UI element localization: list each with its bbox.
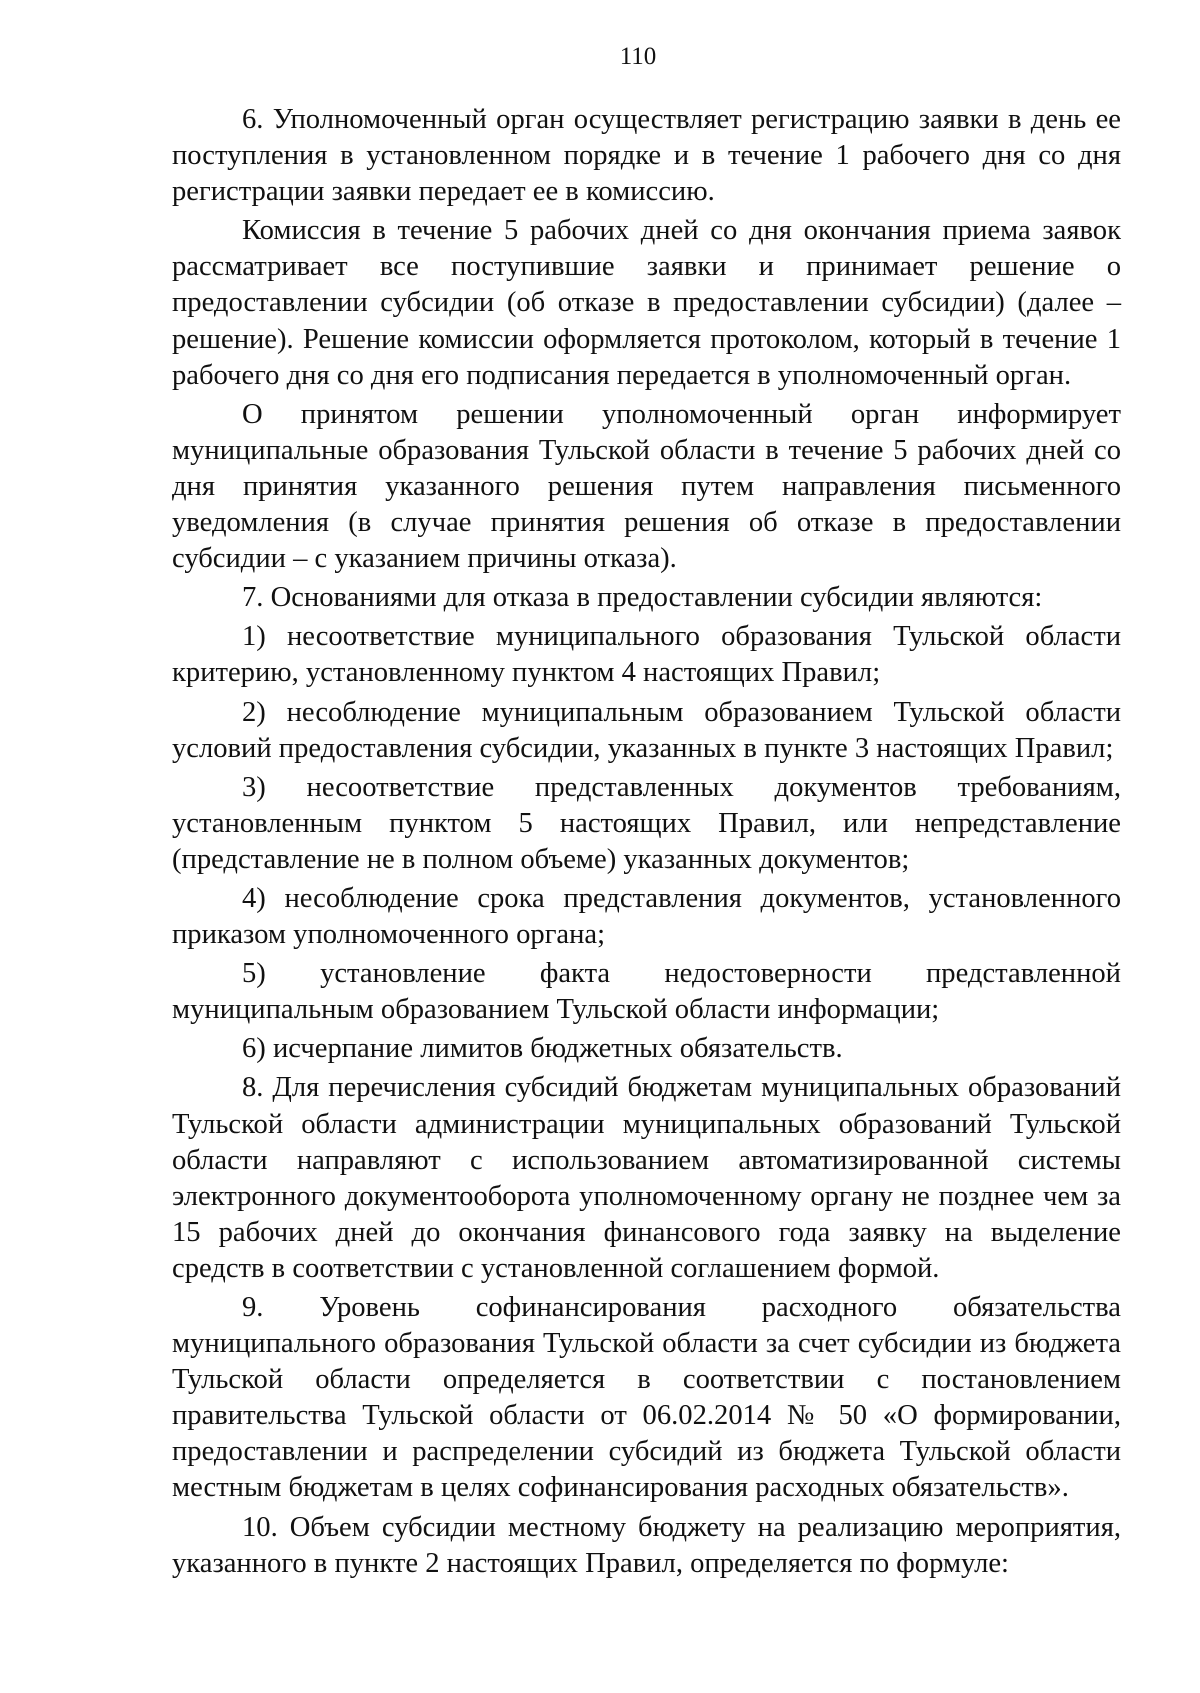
list-item-2: 2) несоблюдение муниципальным образованием Тульской области условий предоставления субсидии, указанных в пункте 3 настоящих Правил; bbox=[172, 696, 1121, 764]
paragraph-10-formula: 10. Объем субсидии местному бюджету на реализацию мероприятия, указанного в пункте 2 настоящих Правил, определяется по формуле: bbox=[172, 1511, 1121, 1579]
paragraph-9-cofinancing: 9. Уровень софинансирования расходного обязательства муниципального образования Тульской области за счет субсидии из бюджета Тульской области определяется в соответствии с постановлением правительства Тульской области от 06.02.2014 № 50 «О формировании, предоставлении и распределении субсидий из бюджета Тульской области местным бюджетам в целях софинансирования расходных обязательств». bbox=[172, 1292, 1121, 1504]
list-item-5: 5) установление факта недостоверности представленной муниципальным образованием Тульской области информации; bbox=[172, 958, 1121, 1026]
paragraph-8-transfer: 8. Для перечисления субсидий бюджетам муниципальных образований Тульской области администрации муниципальных образований Тульской области направляют с использованием автоматизированной системы электронного документооборота уполномоченному органу не позднее чем за 15 рабочих дней до окончания финансового года заявку на выделение средств в соответствии с установленной соглашением формой. bbox=[172, 1072, 1121, 1284]
paragraph-6-registration: 6. Уполномоченный орган осуществляет регистрацию заявки в день ее поступления в установленном порядке и в течение 1 рабочего дня со дня регистрации заявки передает ее в комиссию. bbox=[172, 104, 1121, 208]
page-number: 110 bbox=[619, 43, 657, 70]
paragraph-commission-review: Комиссия в течение 5 рабочих дней со дня окончания приема заявок рассматривает все поступившие заявки и принимает решение о предоставлении субсидии (об отказе в предоставлении субсидии) (далее – решение). Решение комиссии оформляется протоколом, который в течение 1 рабочего дня со дня его подписания передается в уполномоченный орган. bbox=[172, 215, 1121, 391]
list-item-1: 1) несоответствие муниципального образования Тульской области критерию, установленному пунктом 4 настоящих Правил; bbox=[172, 621, 1121, 689]
list-item-6: 6) исчерпание лимитов бюджетных обязательств. bbox=[242, 1033, 843, 1065]
document-body bbox=[172, 102, 1121, 1585]
paragraph-notification: О принятом решении уполномоченный орган информирует муниципальные образования Тульской области в течение 5 рабочих дней со дня принятия указанного решения путем направления письменного уведомления (в случае принятия решения об отказе в предоставлении субсидии – с указанием причины отказа). bbox=[172, 398, 1121, 575]
list-item-4: 4) несоблюдение срока представления документов, установленного приказом уполномоченного органа; bbox=[172, 882, 1121, 951]
paragraph-7-refusal-grounds: 7. Основаниями для отказа в предоставлении субсидии являются: bbox=[242, 582, 1043, 614]
list-item-3: 3) несоответствие представленных документов требованиям, установленным пунктом 5 настоящих Правил, или непредставление (представление не в полном объеме) указанных документов; bbox=[172, 771, 1121, 875]
